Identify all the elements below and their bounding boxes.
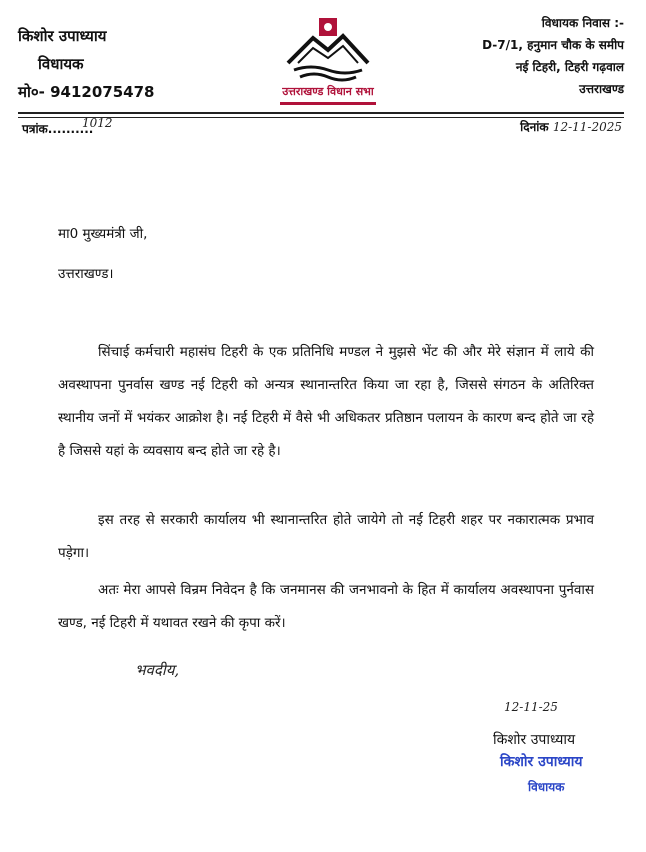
letterhead-right (482, 12, 624, 100)
letter-date (520, 118, 622, 135)
addressee: मा0 मुख्यमंत्री जी, (58, 226, 148, 242)
stamp-designation: विधायक (528, 780, 565, 794)
address-line-3: उत्तराखण्ड (579, 82, 624, 96)
residence-title: विधायक निवास :- (541, 16, 624, 30)
letterhead-left (18, 22, 154, 106)
mla-mobile: मो०- 9412075478 (18, 83, 155, 101)
signatory-name: किशोर उपाध्याय (493, 732, 576, 748)
dinank-value: 12-11-2025 (552, 120, 622, 134)
address-line-1: D-7/1, हनुमान चौक के समीप (482, 38, 624, 52)
letter-number (22, 116, 113, 137)
address-line-2: नई टिहरी, टिहरी गढ़वाल (515, 60, 624, 74)
patrank-dots: .......... (47, 122, 94, 136)
addressee-state: उत्तराखण्ड। (58, 266, 114, 282)
body-paragraph-1: सिंचाई कर्मचारी महासंघ टिहरी के एक प्रतिनिधि मण्डल ने मुझसे भेंट की और मेरे संज्ञान में लाये की अवस्थापना पुनर्वास खण्ड नई टिहरी को अन्यत्र स्थानान्तरित किया जा रहा है, जिससे संगठन के अतिरिक्त स्थानीय जनों में भयंकर आक्रोश है। नई टिहरी में वैसे भी अधिकतर प्रतिष्ठान पलायन के कारण बन्द होते जा रहे है जिससे यहां के व्यवसाय बन्द होते जा रहे है। (58, 344, 594, 459)
mla-name: किशोर उपाध्याय (18, 27, 107, 45)
dinank-label: दिनांक (520, 120, 549, 134)
mla-designation: विधायक (38, 55, 84, 73)
stamp-name: किशोर उपाध्याय (500, 754, 583, 770)
handwritten-closing: भवदीय, (135, 661, 180, 679)
body-paragraph-3: अतः मेरा आपसे विन्रम निवेदन है कि जनमानस की जनभावनो के हित में कार्यालय अवस्थापना पुर्नवास खण्ड, नई टिहरी में यथावत रखने की कृपा करें। (58, 582, 594, 631)
body-paragraph-2: इस तरह से सरकारी कार्यालय भी स्थानान्तरित होते जायेगे तो नई टिहरी शहर पर नकारात्मक प्रभाव पड़ेगा। (58, 512, 594, 561)
patrank-label: पत्रांक (22, 122, 48, 136)
header-divider (18, 112, 624, 114)
signature-handwritten: 12-11-25 (504, 700, 558, 714)
logo-caption: उत्तराखण्ड विधान सभा (282, 85, 374, 98)
patrank-handwritten: 1012 (82, 116, 113, 130)
